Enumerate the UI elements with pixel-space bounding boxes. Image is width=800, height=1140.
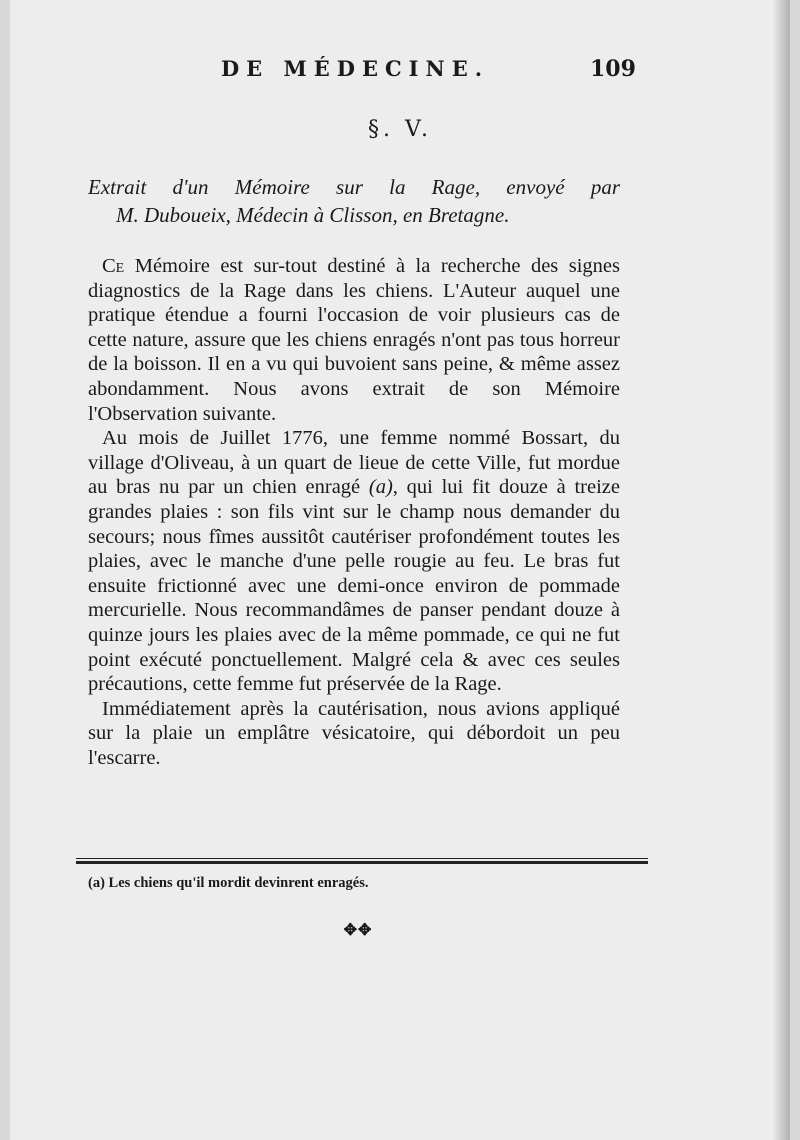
extract-title-line-2: M. Duboueix, Médecin à Clisson, en Bretagne.: [116, 203, 510, 227]
footnote-marker: (a): [88, 875, 105, 891]
extract-title-line-1: Extrait d'un Mémoire sur la Rage, envoyé par: [88, 175, 620, 199]
footnote: [88, 875, 628, 892]
paragraph-1-initial-word: Ce: [102, 255, 125, 277]
ornament-icon: ✥✥: [343, 920, 373, 939]
running-head: DE MÉDECINE.: [220, 56, 490, 81]
paragraph-3: Immédiatement après la cautérisation, nous avions appliqué sur la plaie un emplâtre vésicatoire, qui débordoit un peu l'escarre.: [88, 697, 620, 769]
section-title: §. V.: [367, 117, 433, 142]
body-text: [88, 254, 620, 770]
paragraph-2-text-b: , qui lui fit douze à treize grandes plaies : son fils vint sur le champ nous demander du secours; nous fîmes aussitôt cautériser profondément toutes les plaies, avec le manche d'une pelle rougie au feu. Le bras fut ensuite frictionné avec une demi-once environ de pommade mercurielle. Nous recommandâmes de panser pendant douze à quinze jours les plaies avec de la même pommade, ce qui ne fut point exécuté ponctuellement. Malgré cela & avec ces seules précautions, cette femme fut préservée de la Rage.: [88, 476, 620, 696]
paragraph-2-text-a: Au mois de Juillet 1776, une femme nommé Bossart, du village d'Oliveau, à un quart de lieue de cette Ville, fut mordue au bras nu par un chien enragé: [88, 427, 620, 499]
paragraph-1: [88, 254, 620, 426]
paragraph-1-text: Mémoire est sur-tout destiné à la recherche des signes diagnostics de la Rage dans les chiens. L'Auteur auquel une pratique étendue a fourni l'occasion de voir plusieurs cas de cette nature, assure que les chiens enragés n'ont pas tous horreur de la boisson. Il en a vu qui buvoient sans peine, & même assez abondamment. Nous avons extrait de son Mémoire l'Observation suivante.: [88, 255, 620, 425]
book-page: [10, 0, 790, 1140]
page-number: 109: [590, 56, 636, 82]
extract-title: [88, 173, 620, 229]
footnote-reference: (a): [368, 476, 393, 499]
paragraph-2: [88, 426, 620, 697]
footnote-text: Les chiens qu'il mordit devinrent enragés.: [104, 875, 369, 891]
